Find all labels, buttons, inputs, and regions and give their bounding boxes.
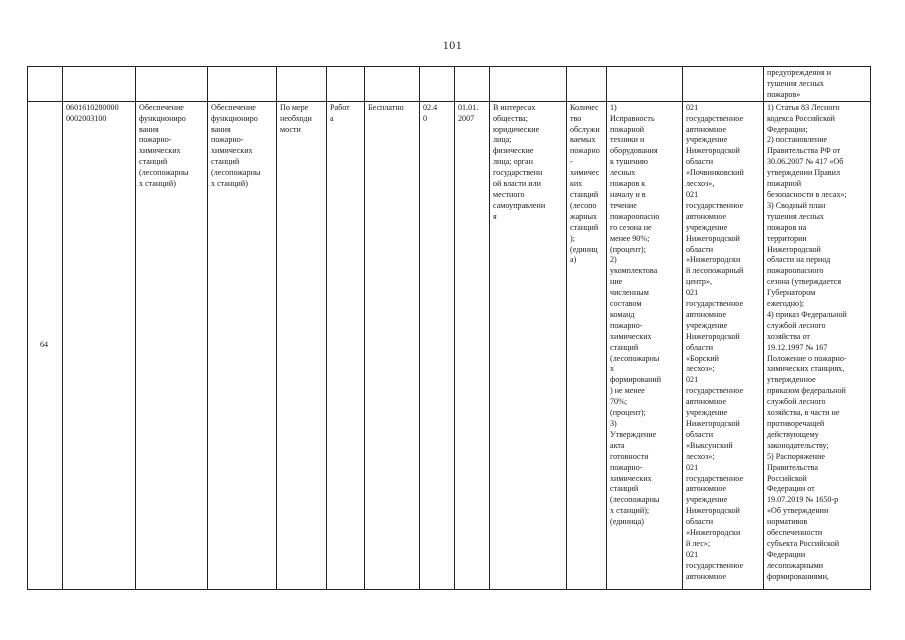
work-name: Обеспечение функциониро вания пожарно- химических станций (лесопожарны х станций) (208, 101, 277, 589)
table-cell (455, 67, 490, 102)
table-cell (420, 67, 455, 102)
table-cell (490, 67, 567, 102)
consumers: В интересах общества; юридические лица; физические лица; орган государственн ой власти или местного самоуправлени я (490, 101, 567, 589)
table-cell (365, 67, 420, 102)
service-name: Обеспечение функциониро вания пожарно- химических станций (лесопожарны х станций) (136, 101, 208, 589)
frequency: По мере необходи мости (277, 101, 327, 589)
table-cell (136, 67, 208, 102)
legal-basis-continued: предупреждения и тушения лесных пожаров» (764, 67, 871, 102)
payment-type: Бесплатно (365, 101, 420, 589)
row-number: 64 (28, 101, 63, 589)
table-cell (277, 67, 327, 102)
volume-indicator: Количес тво обслужи ваемых пожарно - химичес ких станций (лесопо жарных станций ); (единиц а) (567, 101, 607, 589)
registry-code: 0601610280000 0002003100 (63, 101, 136, 589)
register-table (27, 66, 871, 590)
start-date: 01.01. 2007 (455, 101, 490, 589)
quality-indicators: 1) Исправность пожарной техники и оборудования к тушению лесных пожаров к началу и в течение пожароопасно го сезона не менее 90%; (процент); 2) укомплектова ние численным составом команд пожарно- химических станций (лесопожарны х формирований ) не менее 70%; (процент); 3) Утверждение акта готовности пожарно- химических станций (лесопожарны х станций); (единица) (607, 101, 683, 589)
table-cell (63, 67, 136, 102)
table-cell (28, 67, 63, 102)
table-cell (208, 67, 277, 102)
table-cell (607, 67, 683, 102)
institutions: 021 государственное автономное учреждение Нижегородской области «Почвинковский лесхоз», 021 государственное автономное учреждение Нижегородской области «Нижегородски й лесопожарный центр», 021 государственное автономное учреждение Нижегородской области «Борский лесхоз»; 021 государственное автономное учреждение Нижегородской области «Выксунский лесхоз»; 021 государственное автономное учреждение Нижегородской области «Нижегородски й лес»; 021 государственное автономное (683, 101, 764, 589)
page-number: 101 (442, 38, 463, 52)
table-row-continued (28, 67, 871, 102)
table-cell (683, 67, 764, 102)
service-type: Работ а (327, 101, 365, 589)
activity-code: 02.4 0 (420, 101, 455, 589)
table-row (28, 101, 871, 589)
legal-basis: 1) Статья 83 Лесного кодекса Российской Федерации; 2) постановление Правительства РФ от 30.06.2007 № 417 «Об утверждении Правил пожарной безопасности в лесах»; 3) Сводный план тушения лесных пожаров на территории Нижегородской области на период пожароопасного сезона (утверждается Губернатором ежегодно); 4) приказ Федеральной службой лесного хозяйства от 19.12.1997 № 167 Положение о пожарно- химических станциях, утвержденное приказом федеральной службой лесного хозяйства, в части не противоречащей действующему законодательству; 5) Распоряжение Правительства Российской Федерации от 19.07.2019 № 1650-р «Об утверждении нормативов обеспеченности субъекта Российской Федерации лесопожарными формированиями, (764, 101, 871, 589)
table-cell (567, 67, 607, 102)
table-cell (327, 67, 365, 102)
